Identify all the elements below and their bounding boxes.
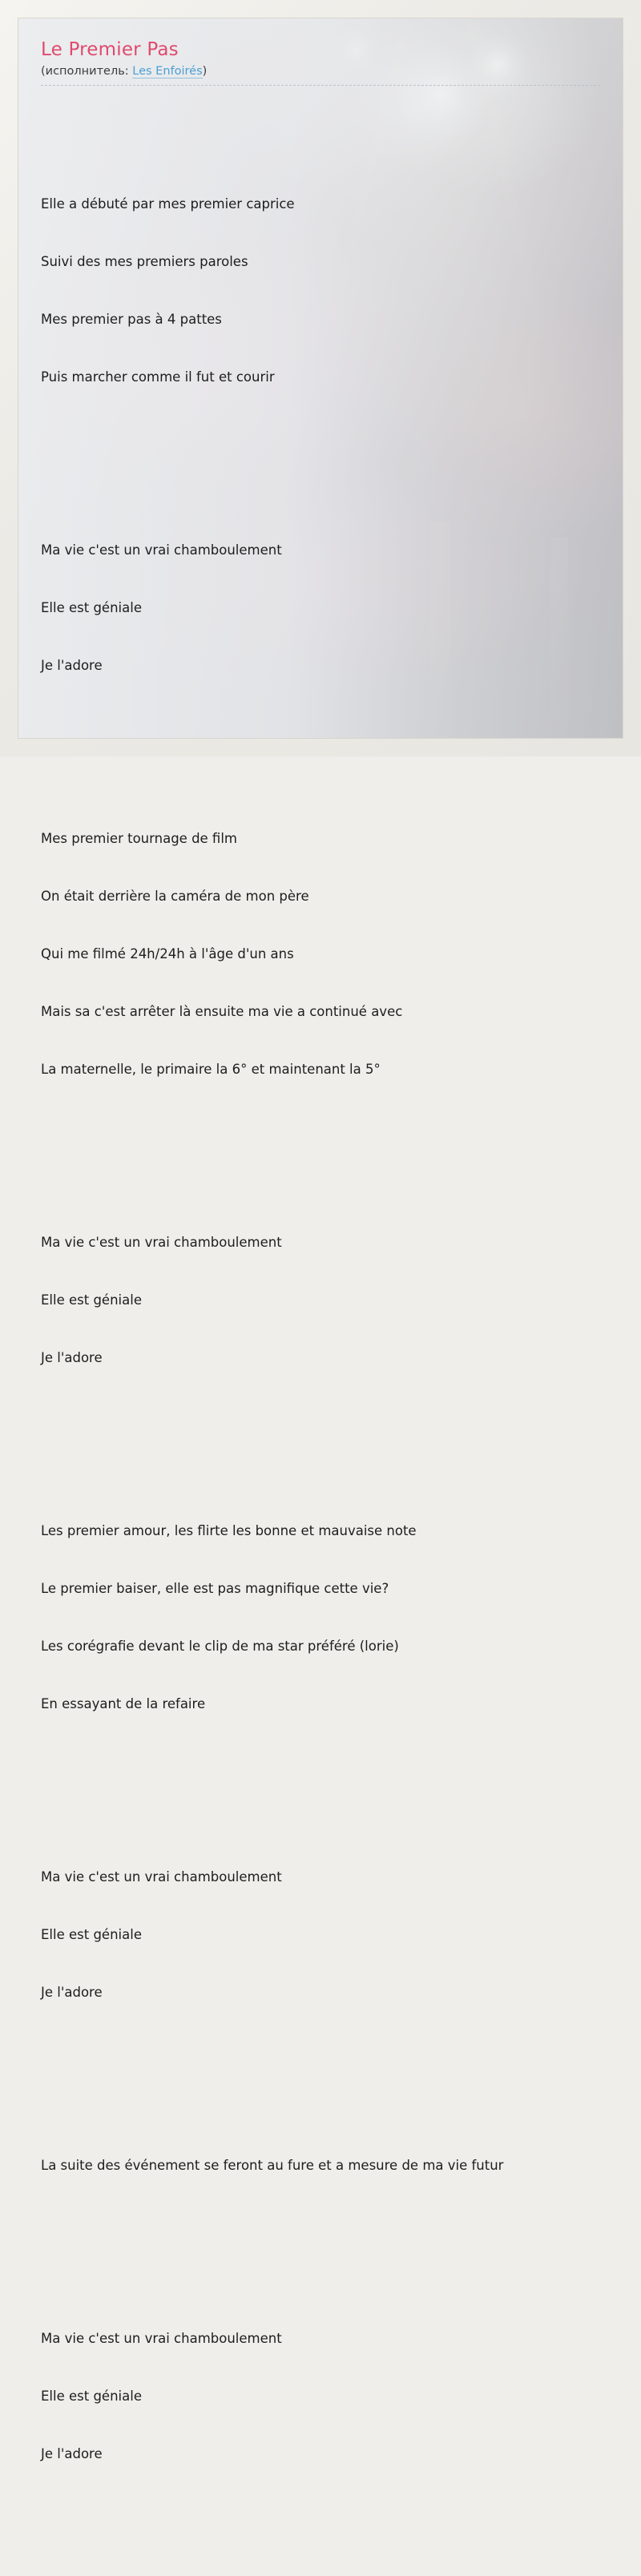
lyric-line: Je l'adore — [41, 1985, 103, 2000]
lyric-line: La suite des événement se feront au fure et a mesure de ma vie futur — [41, 2158, 504, 2173]
lyrics-stanza — [41, 502, 600, 714]
lyric-line: Ma vie c'est un vrai chamboulement — [41, 542, 282, 558]
lyric-line: Je l'adore — [41, 1350, 103, 1365]
lyric-line: Elle est géniale — [41, 2389, 142, 2404]
lyric-line: Je l'adore — [41, 658, 103, 673]
lyrics-stanza — [41, 791, 600, 1118]
lyric-line: Elle est géniale — [41, 1927, 142, 1942]
lyric-line: Elle est géniale — [41, 600, 142, 615]
lyrics-stanza — [41, 1829, 600, 2041]
lyric-line: Elle a débuté par mes premier caprice — [41, 196, 295, 212]
artist-line — [41, 65, 600, 86]
lyric-line: Elle est géniale — [41, 1292, 142, 1308]
lyric-line: Mes premier tournage de film — [41, 831, 237, 846]
lyrics-stanza — [41, 2291, 600, 2502]
page-title: Le Premier Pas — [41, 39, 179, 60]
lyrics-stanza — [41, 1483, 600, 1752]
lyric-line: En essayant de la refaire — [41, 1696, 206, 1711]
lyric-line: Les premier amour, les flirte les bonne et mauvaise note — [41, 1523, 417, 1538]
lyrics-content — [18, 18, 623, 2576]
artist-suffix-label: ) — [202, 65, 208, 78]
lyric-line: On était derrière la caméra de mon père — [41, 889, 309, 904]
lyrics-card — [18, 18, 623, 2461]
lyric-line: Le premier baiser, elle est pas magnifique cette vie? — [41, 1581, 389, 1596]
lyric-line: Mais sa c'est arrêter là ensuite ma vie a continué avec — [41, 1004, 403, 1019]
lyric-line: Mes premier pas à 4 pattes — [41, 312, 222, 327]
lyric-line: Qui me filmé 24h/24h à l'âge d'un ans — [41, 946, 294, 961]
lyrics-stanza — [41, 2118, 600, 2214]
lyrics-body — [41, 99, 600, 2560]
lyric-line: Suivi des mes premiers paroles — [41, 254, 248, 269]
lyric-line: Ma vie c'est un vrai chamboulement — [41, 2331, 282, 2346]
lyric-line: Ma vie c'est un vrai chamboulement — [41, 1235, 282, 1250]
lyrics-stanza — [41, 156, 600, 425]
lyric-line: Je l'adore — [41, 2446, 103, 2461]
lyrics-stanza — [41, 1195, 600, 1406]
artist-link[interactable]: Les Enfoirés — [132, 65, 203, 78]
artist-prefix-label: (исполнитель: — [41, 65, 133, 78]
lyric-line: Puis marcher comme il fut et courir — [41, 369, 275, 385]
lyric-line: La maternelle, le primaire la 6° et maintenant la 5° — [41, 1062, 381, 1077]
lyric-line: Les corégrafie devant le clip de ma star préféré (lorie) — [41, 1639, 399, 1654]
lyric-line: Ma vie c'est un vrai chamboulement — [41, 1869, 282, 1885]
